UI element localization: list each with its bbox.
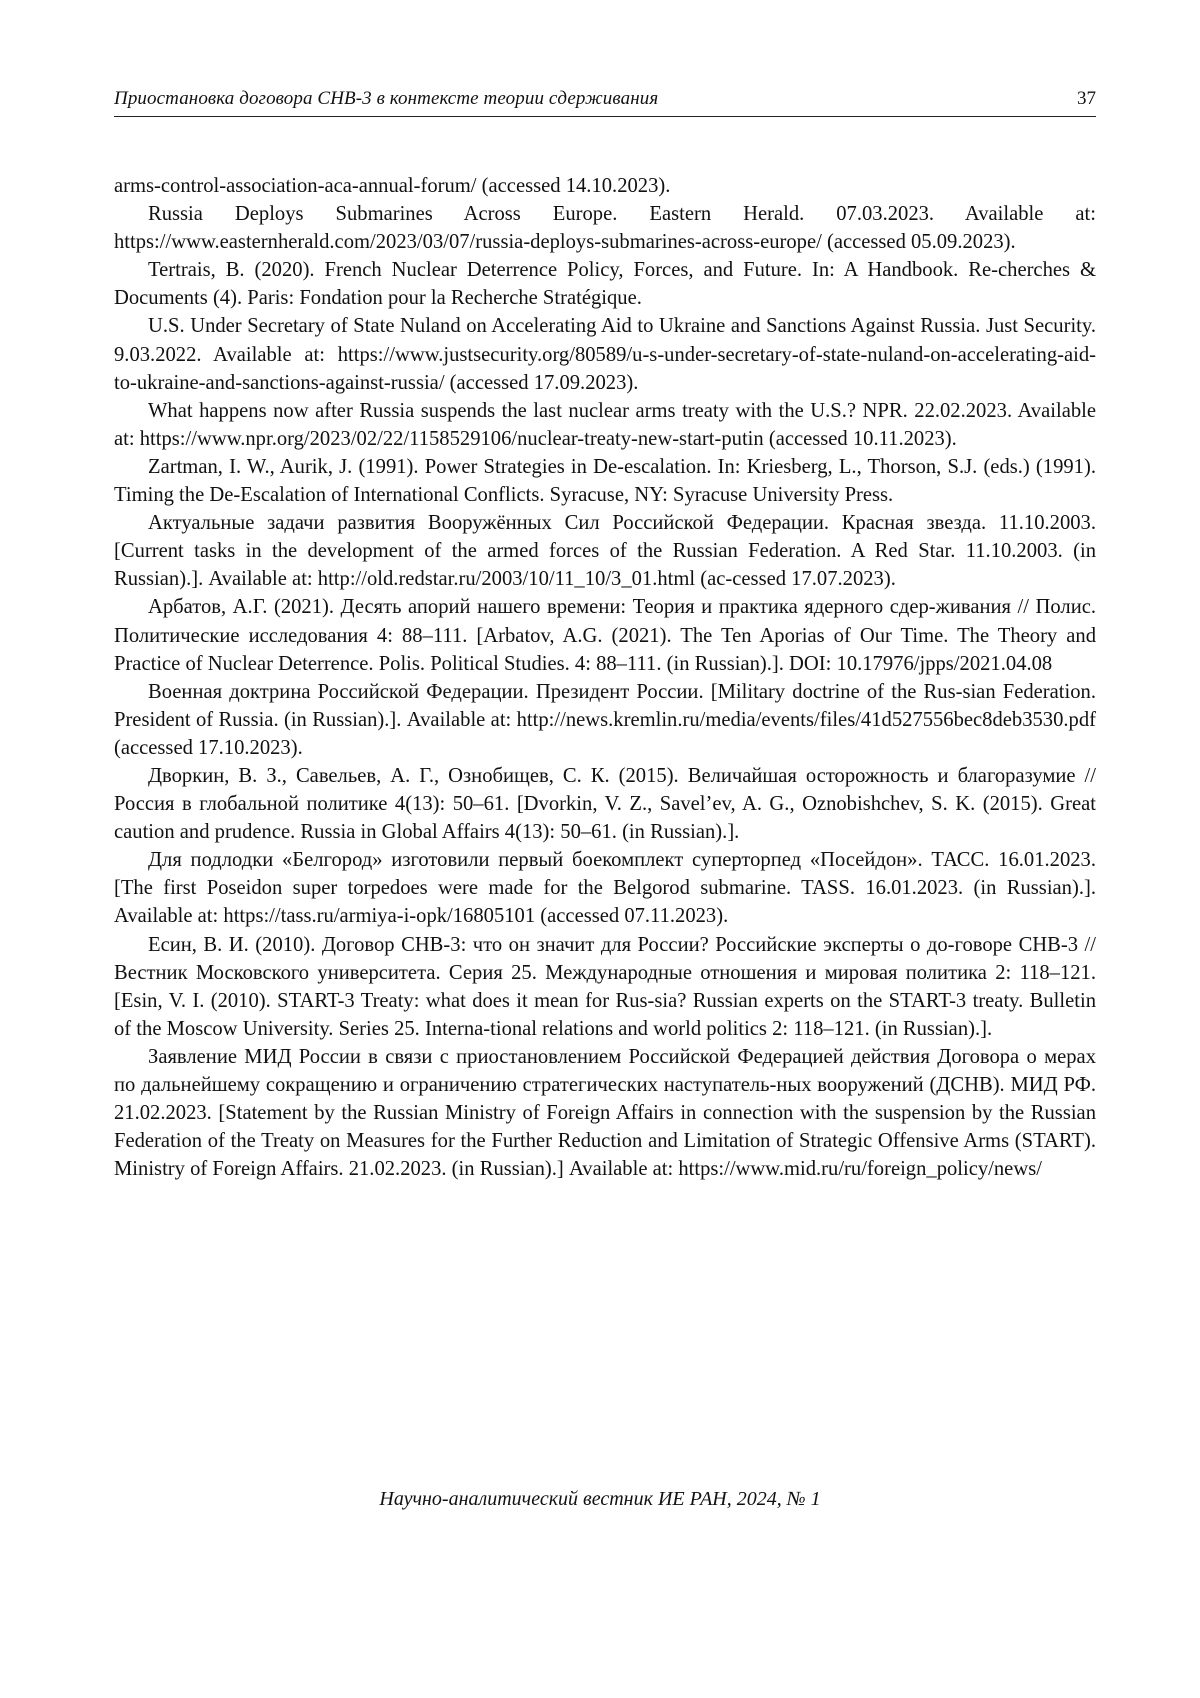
reference-entry: Арбатов, А.Г. (2021). Десять апорий нашего времени: Теория и практика ядерного сдер-живания // Полис. Политические исследования 4: 88–111. [Arbatov, A.G. (2021). The Ten Aporias of Our Time. The Theory and Practice of Nuclear Deterrence. Polis. Political Studies. 4: 88–111. (in Russian).]. DOI: 10.17976/jpps/2021.04.08: [114, 596, 1096, 675]
reference-entry: Tertrais, B. (2020). French Nuclear Deterrence Policy, Forces, and Future. In: A Handbook. Re-cherches & Documents (4). Paris: Fondation pour la Recherche Stratégique.: [114, 259, 1096, 310]
reference-entry: Russia Deploys Submarines Across Europe. Eastern Herald. 07.03.2023. Available at: https://www.easternherald.com/2023/03/07/russia-deploys-submarines-across-europe/ (accessed 05.09.2023).: [114, 203, 1096, 254]
running-title: Приостановка договора СНВ-3 в контексте теории сдерживания: [114, 88, 659, 109]
reference-list: [114, 172, 1096, 1183]
reference-entry: Дворкин, В. З., Савельев, А. Г., Ознобищев, С. К. (2015). Величайшая осторожность и благоразумие // Россия в глобальной политике 4(13): 50–61. [Dvorkin, V. Z., Savel’ev, A. G., Oznobishchev, S. K. (2015). Great caution and prudence. Russia in Global Affairs 4(13): 50–61. (in Russian).].: [114, 764, 1096, 844]
reference-entry: U.S. Under Secretary of State Nuland on Accelerating Aid to Ukraine and Sanctions Against Russia. Just Security. 9.03.2022. Available at: https://www.justsecurity.org/80589/u-s-under-secretary-of-state-nuland-on-accelerating-aid-to-ukraine-and-sanctions-against-russia/ (accessed 17.09.2023).: [114, 315, 1096, 394]
reference-entry: What happens now after Russia suspends the last nuclear arms treaty with the U.S.? NPR. 22.02.2023. Available at: https://www.npr.org/2023/02/22/1158529106/nuclear-treaty-new-start-putin (accessed 10.11.2023).: [114, 399, 1096, 450]
reference-entry: Актуальные задачи развития Вооружённых Сил Российской Федерации. Красная звезда. 11.10.2003. [Current tasks in the development of the armed forces of the Russian Federation. A Red Star. 11.10.2003. (in Russian).]. Available at: http://old.redstar.ru/2003/10/11_10/3_01.html (ac-cessed 17.07.2023).: [114, 512, 1096, 591]
reference-entry: arms-control-association-aca-annual-forum/ (accessed 14.10.2023).: [114, 175, 671, 197]
page-header: [114, 82, 1096, 117]
reference-entry: Заявление МИД России в связи с приостановлением Российской Федерацией действия Договора о мерах по дальнейшему сокращению и ограничению стратегических наступатель-ных вооружений (ДСНВ). МИД РФ. 21.02.2023. [Statement by the Russian Ministry of Foreign Affairs in connection with the suspension by the Russian Federation of the Treaty on Measures for the Further Reduction and Limitation of Strategic Offensive Arms (START). Ministry of Foreign Affairs. 21.02.2023. (in Russian).] Available at: https://www.mid.ru/ru/foreign_policy/news/: [114, 1045, 1096, 1181]
page-number: 37: [1077, 88, 1096, 109]
reference-entry: Для подлодки «Белгород» изготовили первый боекомплект суперторпед «Посейдон». ТАСС. 16.01.2023. [The first Poseidon super torpedoes were made for the Belgorod submarine. TASS. 16.01.2023. (in Russian).]. Available at: https://tass.ru/armiya-i-opk/16805101 (accessed 07.11.2023).: [114, 849, 1096, 928]
journal-footer: Научно-аналитический вестник ИЕ РАН, 2024, № 1: [379, 1488, 821, 1510]
reference-entry: Военная доктрина Российской Федерации. Президент России. [Military doctrine of the Rus-sian Federation. President of Russia. (in Russian).]. Available at: http://news.kremlin.ru/media/events/files/41d527556bec8deb3530.pdf (accessed 17.10.2023).: [114, 680, 1096, 759]
reference-entry: Zartman, I. W., Aurik, J. (1991). Power Strategies in De-escalation. In: Kriesberg, L., Thorson, S.J. (eds.) (1991). Timing the De-Escalation of International Conflicts. Syracuse, NY: Syracuse University Press.: [114, 455, 1096, 507]
reference-entry: Есин, В. И. (2010). Договор СНВ-3: что он значит для России? Российские эксперты о до-говоре СНВ-3 // Вестник Московского университета. Серия 25. Международные отношения и мировая политика 2: 118–121. [Esin, V. I. (2010). START-3 Treaty: what does it mean for Rus-sia? Russian experts on the START-3 treaty. Bulletin of the Moscow University. Series 25. Interna-tional relations and world politics 2: 118–121. (in Russian).].: [114, 933, 1096, 1040]
